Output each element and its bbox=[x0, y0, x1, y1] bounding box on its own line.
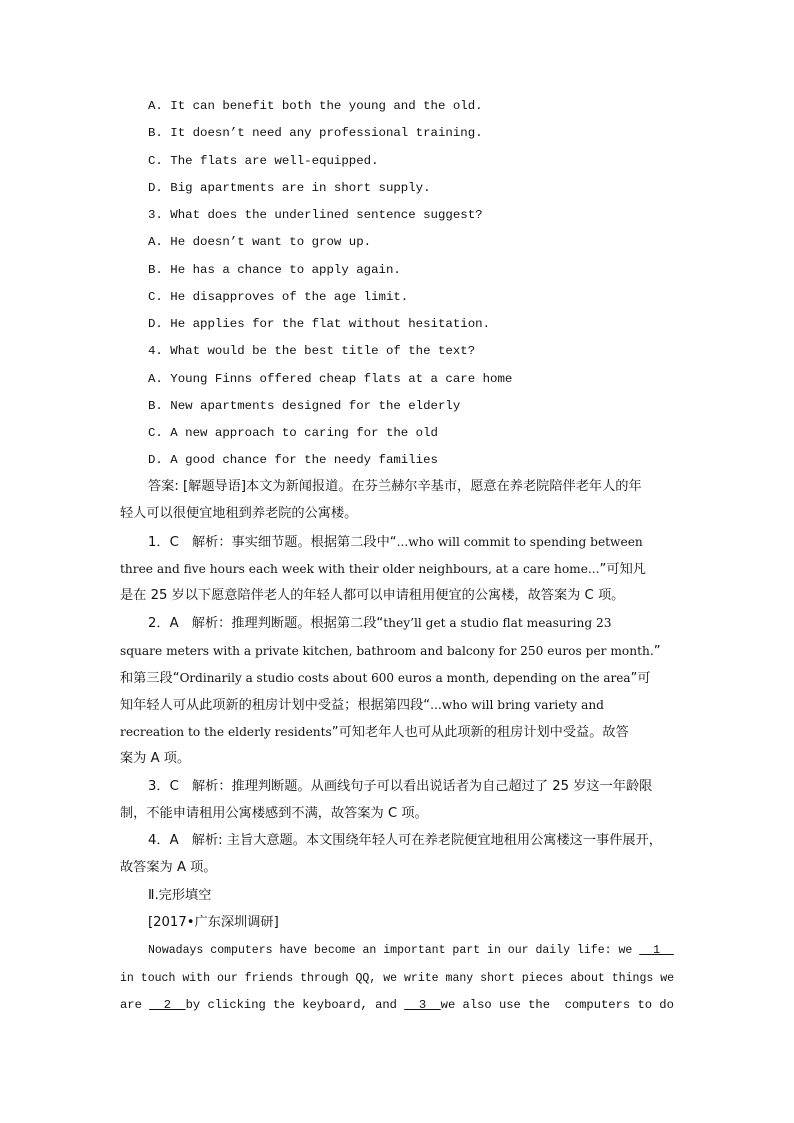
answer2-line3-en: Ordinarily a studio costs about 600 euros a month, depending on the area bbox=[179, 671, 631, 685]
q3-option-a: A. He doesn’t want to grow up. bbox=[148, 235, 372, 249]
cloze-line3 bbox=[120, 997, 674, 1013]
answer2-line1-cn: 2．A 解析：推理判断题。根据第二段“ bbox=[148, 616, 384, 631]
answer2-line4 bbox=[120, 697, 604, 714]
answer1-line2-cn: ”可知凡 bbox=[599, 562, 646, 577]
q4-option-b: B. New apartments designed for the elderly bbox=[148, 399, 461, 413]
answer3-line2: 制，不能申请租用公寓楼感到不满，故答案为 C 项。 bbox=[120, 806, 428, 821]
q3-option-b: B. He has a chance to apply again. bbox=[148, 263, 401, 277]
cloze-line1 bbox=[148, 942, 674, 958]
answer1-line2-en: three and five hours each week with their older neighbours, at a care home... bbox=[120, 562, 600, 576]
cloze-blank-2: 2 bbox=[149, 998, 186, 1012]
cloze-line3-start: are bbox=[120, 998, 150, 1012]
q3-option-c: C. He disapproves of the age limit. bbox=[148, 290, 409, 304]
answer4-line1: 4．A 解析: 主旨大意题。本文围绕年轻人可在养老院便宜地租用公寓楼这一事件展开， bbox=[148, 833, 662, 848]
cloze-blank-3: 3 bbox=[404, 998, 441, 1012]
answer2-line2-en: square meters with a private kitchen, bathroom and balcony for 250 euros per month. bbox=[120, 644, 654, 658]
answer2-line2-quote: ” bbox=[653, 644, 661, 659]
answer1-line3: 是在 25 岁以下愿意陪伴老人的年轻人都可以申请租用便宜的公寓楼，故答案为 C 项。 bbox=[120, 588, 625, 603]
q3-option-d: D. He applies for the flat without hesitation. bbox=[148, 317, 491, 331]
answer2-line2 bbox=[120, 643, 661, 660]
answer2-line4-cn: 知年轻人可从此项新的租房计划中受益；根据第四段“ bbox=[120, 698, 431, 713]
cloze-line3-end: we also use the computers to do bbox=[440, 998, 674, 1012]
q3-stem: 3. What does the underlined sentence suggest? bbox=[148, 208, 483, 222]
answer-intro-line2: 轻人可以很便宜地租到养老院的公寓楼。 bbox=[120, 506, 358, 521]
q4-stem: 4. What would be the best title of the text? bbox=[148, 344, 476, 358]
cloze-line1-text: Nowadays computers have become an important part in our daily life: we bbox=[148, 943, 640, 957]
answer1-line1-en: ...who will commit to spending between bbox=[396, 535, 643, 549]
q2-option-b: B. It doesn’t need any professional training. bbox=[148, 126, 483, 140]
cloze-line3-mid: by clicking the keyboard, and bbox=[185, 998, 405, 1012]
section-source: [2017•广东深圳调研] bbox=[148, 915, 279, 930]
answer-intro-line1: 答案: [解题导语]本文为新闻报道。在芬兰赫尔辛基市，愿意在养老院陪伴老年人的年 bbox=[148, 479, 642, 494]
answer2-line5-cn: ”可知老年人也可从此项新的租房计划中受益。故答 bbox=[331, 725, 629, 740]
cloze-blank-1: 1 bbox=[639, 943, 674, 957]
q2-option-a: A. It can benefit both the young and the old. bbox=[148, 99, 483, 113]
answer1-line2 bbox=[120, 561, 646, 578]
answer1-line1 bbox=[148, 534, 643, 551]
answer2-line3-cn: 和第三段“ bbox=[120, 671, 180, 686]
cloze-line2: in touch with our friends through QQ, we write many short pieces about things we bbox=[120, 971, 675, 985]
answer2-line4-en: ...who will bring variety and bbox=[430, 698, 604, 712]
q2-option-c: C. The flats are well-equipped. bbox=[148, 154, 379, 168]
answer2-line3 bbox=[120, 670, 651, 687]
q4-option-a: A. Young Finns offered cheap flats at a care home bbox=[148, 372, 513, 386]
answer2-line5-en: recreation to the elderly residents bbox=[120, 725, 332, 739]
answer2-line1 bbox=[148, 615, 612, 632]
answer3-line1: 3．C 解析：推理判断题。从画线句子可以看出说话者为自己超过了 25 岁这一年龄限 bbox=[148, 779, 653, 794]
q4-option-d: D. A good chance for the needy families bbox=[148, 453, 438, 467]
answer4-line2: 故答案为 A 项。 bbox=[120, 860, 217, 875]
answer1-line1-cn: 1．C 解析：事实细节题。根据第二段中“ bbox=[148, 535, 397, 550]
answer2-line3-cn2: ”可 bbox=[630, 671, 651, 686]
q4-option-c: C. A new approach to caring for the old bbox=[148, 426, 438, 440]
answer2-line1-en: they’ll get a studio flat measuring 23 bbox=[383, 616, 612, 630]
section-heading: Ⅱ.完形填空 bbox=[148, 888, 212, 903]
answer2-line5 bbox=[120, 724, 629, 741]
answer2-line6: 案为 A 项。 bbox=[120, 751, 191, 766]
q2-option-d: D. Big apartments are in short supply. bbox=[148, 181, 431, 195]
